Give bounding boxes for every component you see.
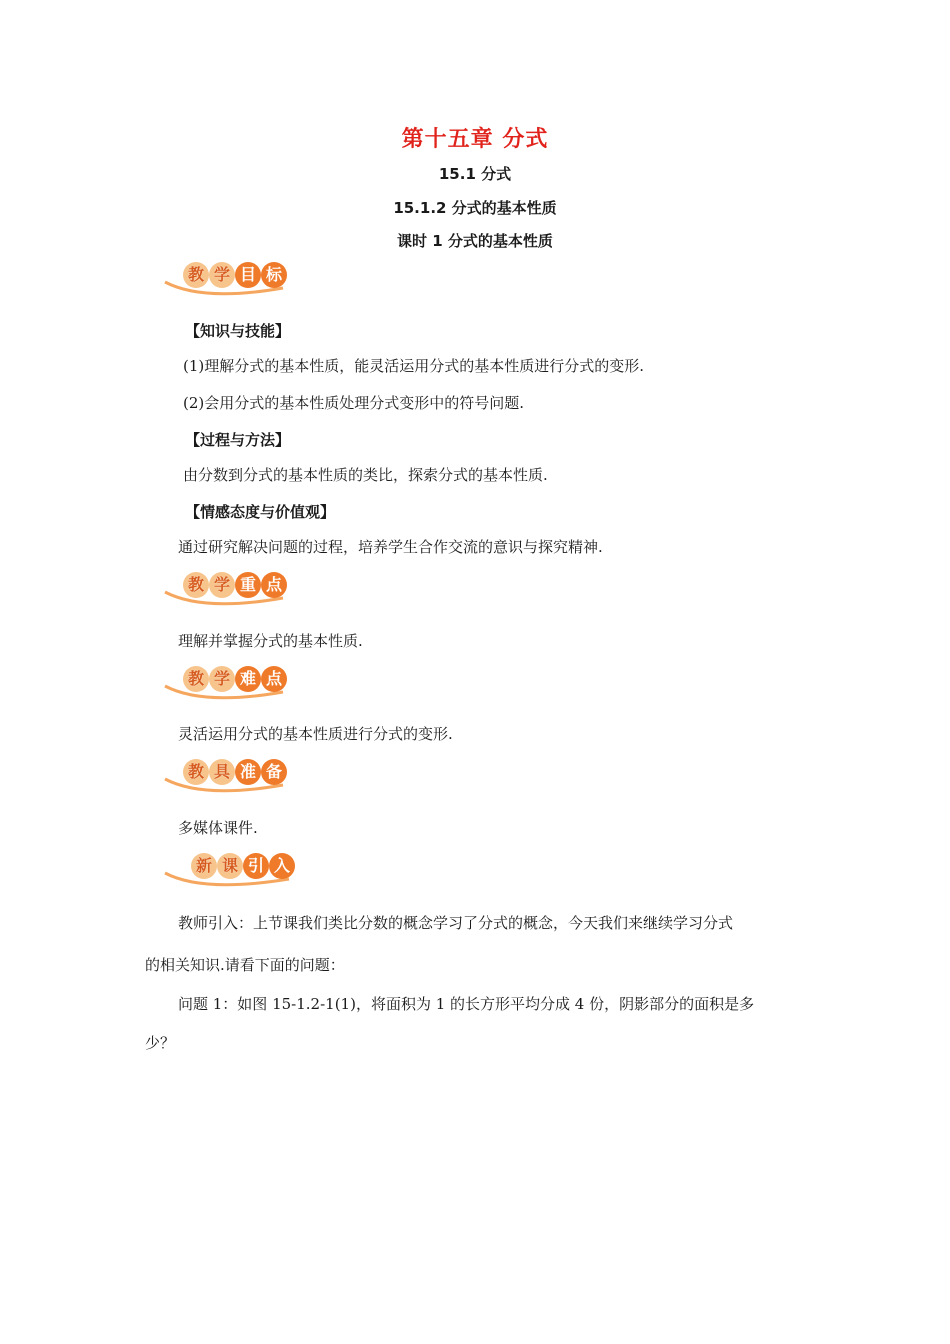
badge-char: 教 <box>183 262 209 288</box>
intro-paragraph-line: 教师引入：上节课我们类比分数的概念学习了分式的概念，今天我们来继续学习分式 <box>178 914 734 932</box>
tools-text: 多媒体课件. <box>178 819 258 837</box>
emotion-item-1: 通过研究解决问题的过程，培养学生合作交流的意识与探究精神. <box>178 538 603 556</box>
subsection-title: 15.1.2 分式的基本性质 <box>393 199 557 217</box>
badge-char: 学 <box>209 666 235 692</box>
badge-char: 学 <box>209 572 235 598</box>
question-paragraph-line: 问题 1：如图 15-1.2-1(1)，将面积为 1 的长方形平均分成 4 份，阴影部分的面积是多 <box>178 995 755 1013</box>
badge-char: 目 <box>235 262 261 288</box>
badge-char: 新 <box>191 853 217 879</box>
badge-char: 教 <box>183 666 209 692</box>
badge-char: 点 <box>261 666 287 692</box>
badge-char: 具 <box>209 759 235 785</box>
chapter-title: 第十五章 分式 <box>401 127 549 152</box>
badge-char: 重 <box>235 572 261 598</box>
question-paragraph-line: 少？ <box>145 1034 176 1052</box>
process-item-1: 由分数到分式的基本性质的类比，探索分式的基本性质. <box>183 466 548 484</box>
knowledge-item-1: (1)理解分式的基本性质，能灵活运用分式的基本性质进行分式的变形. <box>183 357 645 375</box>
badge-char: 入 <box>269 853 295 879</box>
badge-char: 学 <box>209 262 235 288</box>
badge-char: 备 <box>261 759 287 785</box>
badge-char: 标 <box>261 262 287 288</box>
knowledge-item-2: (2)会用分式的基本性质处理分式变形中的符号问题. <box>183 394 525 412</box>
difficult-point-text: 灵活运用分式的基本性质进行分式的变形. <box>178 725 453 743</box>
badge-char: 点 <box>261 572 287 598</box>
key-point-text: 理解并掌握分式的基本性质. <box>178 632 363 650</box>
badge-char: 课 <box>217 853 243 879</box>
lesson-title: 课时 1 分式的基本性质 <box>397 232 553 250</box>
badge-char: 教 <box>183 572 209 598</box>
emotion-heading: 【情感态度与价值观】 <box>185 503 336 521</box>
process-heading: 【过程与方法】 <box>185 431 291 449</box>
section-title: 15.1 分式 <box>438 165 512 183</box>
badge-char: 引 <box>243 853 269 879</box>
badge-char: 准 <box>235 759 261 785</box>
badge-char: 教 <box>183 759 209 785</box>
knowledge-heading: 【知识与技能】 <box>185 322 291 340</box>
badge-char: 难 <box>235 666 261 692</box>
intro-paragraph-line: 的相关知识.请看下面的问题： <box>145 956 345 974</box>
